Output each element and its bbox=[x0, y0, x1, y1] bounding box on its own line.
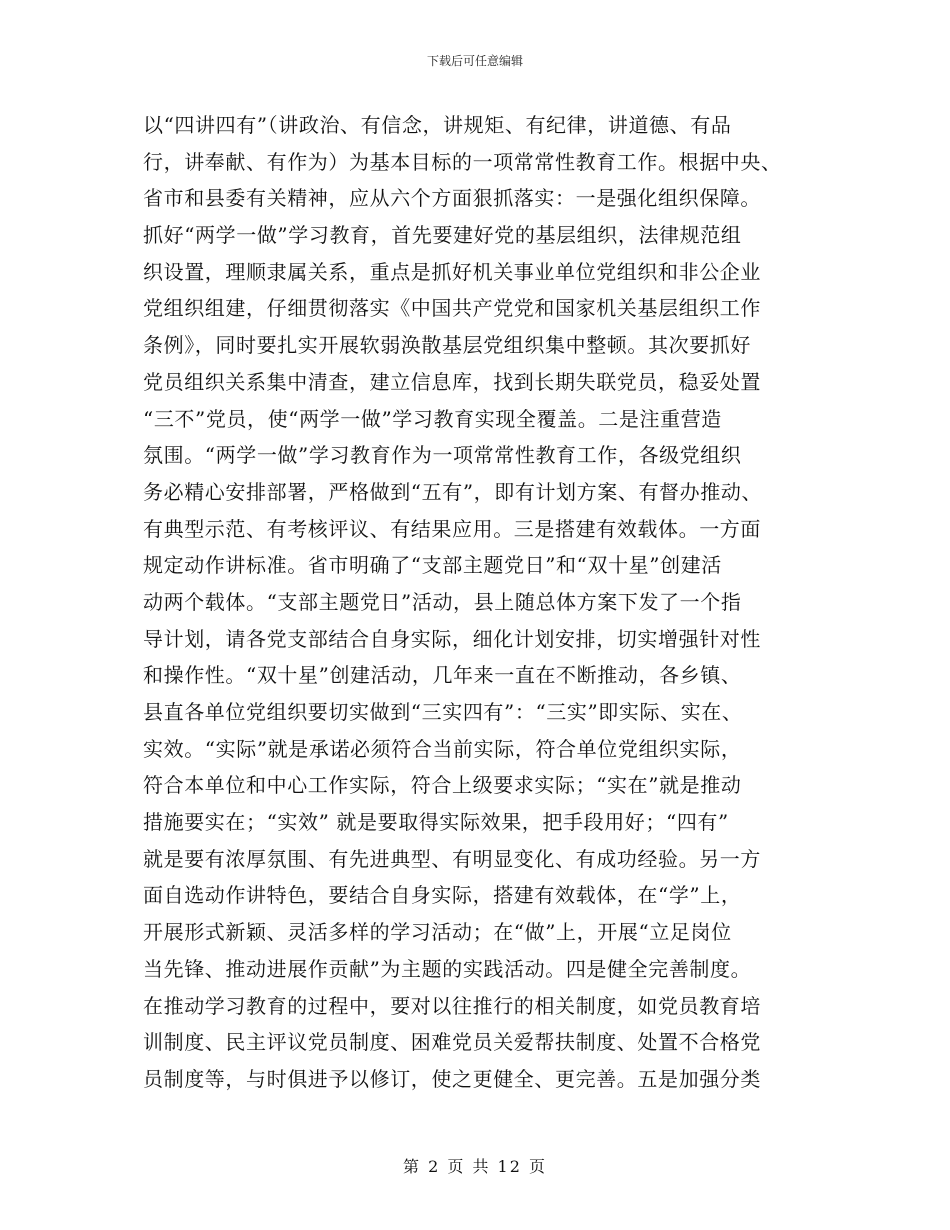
text-line: 面自选动作讲特色，要结合自身实际，搭建有效载体，在“学”上， bbox=[143, 883, 742, 908]
text-line: 抓好“两学一做”学习教育，首先要建好党的基层组织，法律规范组 bbox=[143, 223, 742, 248]
page-header: 下载后可任意编辑 bbox=[426, 54, 523, 68]
text-line: 织设置，理顺隶属关系，重点是抓好机关事业单位党组织和非公企业 bbox=[143, 259, 761, 284]
text-line: 员制度等，与时俱进予以修订，使之更健全、更完善。五是加强分类 bbox=[143, 1066, 761, 1091]
text-line: 在推动学习教育的过程中，要对以往推行的相关制度，如党员教育培 bbox=[143, 993, 761, 1018]
text-line: 就是要有浓厚氛围、有先进典型、有明显变化、有成功经验。另一方 bbox=[143, 846, 761, 871]
text-line: 动两个载体。“支部主题党日”活动，县上随总体方案下发了一个指 bbox=[143, 589, 742, 614]
text-line: 氛围。“两学一做”学习教育作为一项常常性教育工作，各级党组织 bbox=[143, 443, 742, 468]
text-line: 当先锋、推动进展作贡献”为主题的实践活动。四是健全完善制度。 bbox=[143, 956, 752, 981]
body-text bbox=[143, 107, 823, 1098]
text-line: 符合本单位和中心工作实际，符合上级要求实际；“实在”就是推动 bbox=[143, 773, 742, 798]
text-line: 开展形式新颖、灵活多样的学习活动；在“做”上，开展“立足岗位 bbox=[143, 920, 732, 945]
text-line: 务必精心安排部署，严格做到“五有”，即有计划方案、有督办推动、 bbox=[143, 479, 763, 504]
text-line: 规定动作讲标准。省市明确了“支部主题党日”和“双十星”创建活 bbox=[143, 553, 722, 578]
text-line: 党组织组建，仔细贯彻落实《中国共产党党和国家机关基层组织工作 bbox=[143, 296, 761, 321]
text-line: 实效。“实际”就是承诺必须符合当前实际，符合单位党组织实际， bbox=[143, 736, 742, 761]
page-footer: 第 2 页 共 12 页 bbox=[403, 1157, 547, 1176]
text-line: 县直各单位党组织要切实做到“三实四有”：“三实”即实际、实在、 bbox=[143, 700, 743, 724]
text-line: 训制度、民主评议党员制度、困难党员关爱帮扶制度、处置不合格党 bbox=[143, 1030, 761, 1055]
text-line: 措施要实在；“实效” 就是要取得实际效果，把手段用好；“四有” bbox=[143, 810, 729, 835]
text-line: 省市和县委有关精神，应从六个方面狠抓落实：一是强化组织保障。 bbox=[143, 186, 761, 211]
text-line: 导计划，请各党支部结合自身实际，细化计划安排，切实增强针对性 bbox=[143, 626, 761, 651]
text-line: 党员组织关系集中清查，建立信息库，找到长期失联党员，稳妥处置 bbox=[143, 369, 761, 394]
text-line: 行，讲奉献、有作为）为基本目标的一项常常性教育工作。根据中央、 bbox=[143, 149, 782, 174]
text-line: 条例》，同时要扎实开展软弱涣散基层党组织集中整顿。其次要抓好 bbox=[143, 333, 751, 358]
text-line: “三不”党员，使“两学一做”学习教育实现全覆盖。二是注重营造 bbox=[143, 406, 722, 431]
text-line: 以“四讲四有”（讲政治、有信念，讲规矩、有纪律，讲道德、有品 bbox=[143, 113, 732, 137]
text-line: 和操作性。“双十星”创建活动，几年来一直在不断推动，各乡镇、 bbox=[143, 663, 742, 688]
text-line: 有典型示范、有考核评议、有结果应用。三是搭建有效载体。一方面 bbox=[143, 516, 761, 541]
